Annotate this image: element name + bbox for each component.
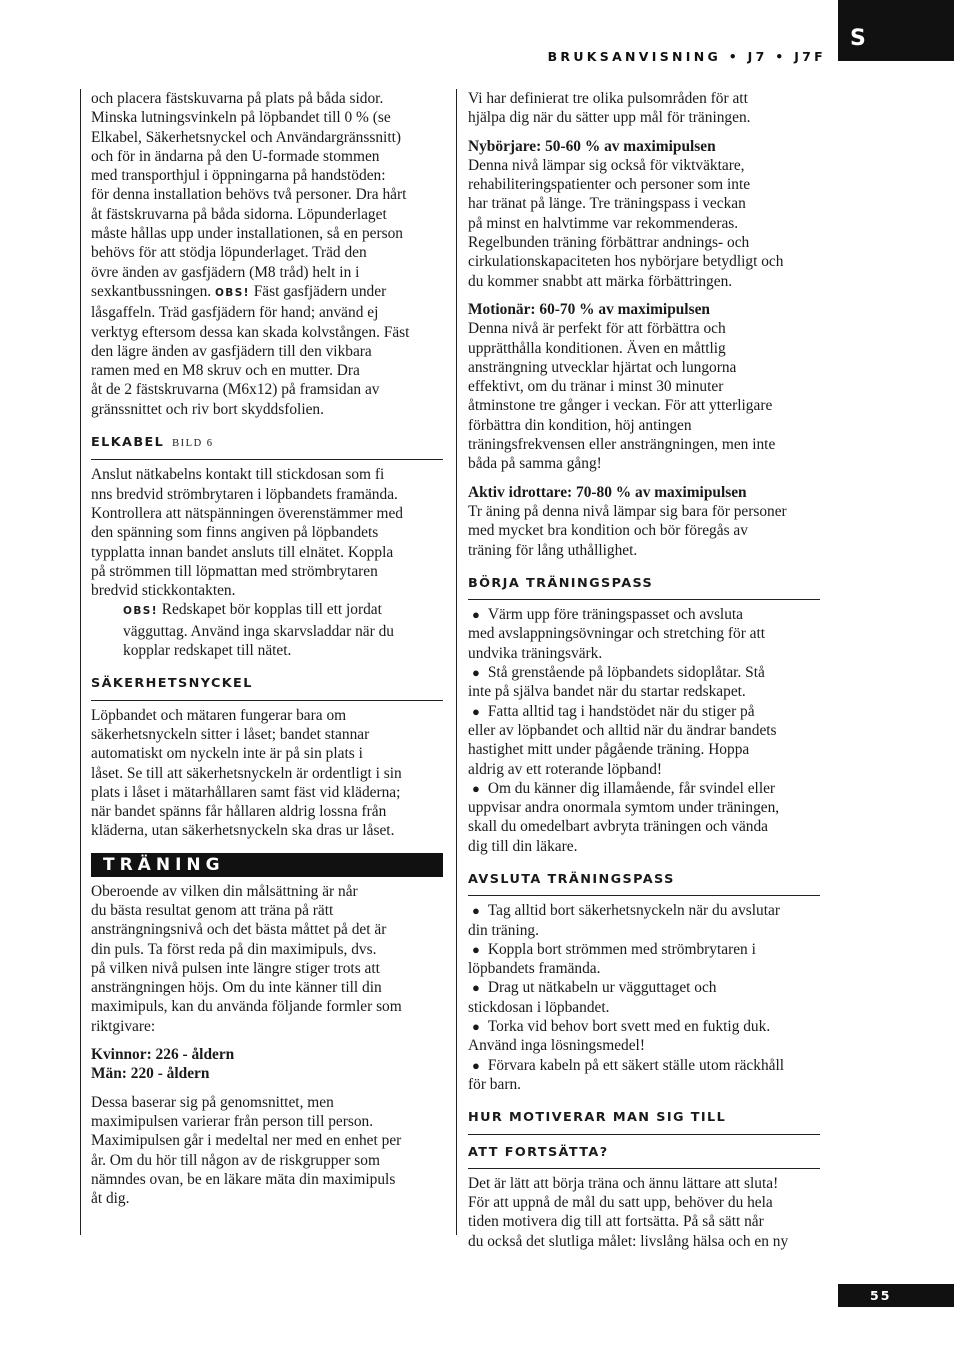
bullet-icon: ● — [472, 903, 480, 919]
elkabel-text: Anslut nätkabelns kontakt till stickdosan som fi nns bredvid strömbrytaren i löpbandets framända. Kontrollera att nätspänningen överenstämmer med den spänning som finns angiven på löpbandets typplatta innan bandet ansluts till elnätet. Koppla på strömmen till löpmattan med strömbrytaren bredvid stickkontakten. — [91, 466, 403, 600]
intro-paragraph: och placera fästskuvarna på plats på båda sidor. Minska lutningsvinkeln på löpbandet till 0 % (se Elkabel, Säkerhetsnyckel och Användargränssnitt) och för in ändarna på den U-formade stommen med transporthjul i öppningarna på handstöden: för denna installation behövs två personer. Dra hårt åt fästskruvarna på båda sidorna. Löpunderlaget måste hållas upp under installationen, så en person behövs för att stödja löpunderlaget. Träd den övre änden av gasfjädern (M8 tråd) helt in i sexkantbussningen. OBS! Fäst gasfjädern under låsgaffeln. Träd gasfjädern för hand; använd ej verktyg eftersom dessa kan skada kolvstången. Fäst den lägre änden av gasfjädern till den vikbara ramen med en M8 skruv och en mutter. Dra åt de 2 fästskruvarna (M6x12) på framsidan av gränssnittet och riv bort skyddsfolien. — [91, 90, 410, 418]
list-item: ● Fatta alltid tag i handstödet när du stiger på eller av löpbandet och alltid när du ändrar bandets hastighet mitt under pågående träning. Hoppa aldrig av ett roterande löpband! — [468, 702, 777, 778]
bullet-icon: ● — [472, 980, 480, 996]
borja-bullet-list — [468, 605, 820, 856]
right-column — [468, 89, 820, 1251]
left-column-rule — [80, 89, 81, 1235]
list-item: ● Värm upp före träningspasset och avsluta med avslappningsövningar och stretching för att undvika träningsvärk. — [468, 606, 766, 662]
zone-text-exerciser: Denna nivå är perfekt för att förbättra och upprätthålla konditionen. Även en måttlig ansträngning utvecklar hjärtat och lungorna effektivt, om du tränar i minst 30 minuter åtminstone tre gånger i veckan. För att ytterligare förbättra din kondition, höj antingen träningsfrekvensen eller ansträngningen, men inte båda på samma gång! — [468, 320, 776, 473]
left-column — [91, 89, 443, 1208]
avsluta-heading: AVSLUTA TRÄNINGSPASS — [468, 867, 820, 896]
traning-text: Oberoende av vilken din målsättning är når du bästa resultat genom att träna på rätt ansträngningsnivå och det bästa måttet på det är din puls. Ta först reda på din maximipuls, dvs. på vilken nivå pulsen inte längre stiger trots att ansträngningen höjs. Om du inte känner till din maximipuls, kan du använda följande formler som riktgivare: — [91, 882, 402, 1035]
bullet-icon: ● — [472, 1057, 480, 1073]
zone-title-exerciser: Motionär: 60-70 % av maximipulsen — [468, 300, 710, 318]
zone-title-beginner: Nybörjare: 50-60 % av maximipulsen — [468, 137, 716, 155]
sakerhetsnyckel-heading: SÄKERHETSNYCKEL — [91, 671, 443, 700]
zone-title-athlete: Aktiv idrottare: 70-80 % av maximipulsen — [468, 483, 747, 501]
sakerhetsnyckel-text: Löpbandet och mätaren fungerar bara om säkerhetsnyckeln sitter i låset; bandet stannar automatiskt om nyckeln inte är på sin plats i låset. Se till att säkerhetsnyckeln är ordentligt i sin plats i låset i mätarhållaren samt fäst vid kläderna; när bandet spänns får hållaren aldrig lossna från kläderna, utan säkerhetsnyckeln ska dras ur låset. — [91, 706, 402, 840]
list-item: ● Drag ut nätkabeln ur vägguttaget och stickdosan i löpbandet. — [468, 979, 717, 1016]
bullet-icon: ● — [472, 780, 480, 796]
traning-closing-text: Dessa baserar sig på genomsnittet, men maximipulsen varierar från person till person. Maximipulsen går i medeltal ner med en enhet per år. Om du hör till någon av de riskgrupper som nämndes ovan, be en läkare mäta din maximipuls åt dig. — [91, 1093, 402, 1208]
page-number: 55 — [838, 1284, 954, 1307]
list-item: ● Förvara kabeln på ett säkert ställe utom räckhåll för barn. — [468, 1056, 785, 1093]
formula-women: Kvinnor: 226 - åldern — [91, 1046, 235, 1064]
bullet-icon: ● — [472, 665, 480, 681]
borja-heading: BÖRJA TRÄNINGSPASS — [468, 571, 820, 600]
elkabel-heading: ELKABEL BILD 6 — [91, 430, 443, 460]
motivation-heading-line2: ATT FORTSÄTTA? — [468, 1140, 820, 1169]
motivation-text: Det är lätt att börja träna och ännu lättare att sluta! För att uppnå de mål du satt upp, behöver du hela tiden motivera dig till att fortsätta. På så sätt når du också det slutliga målet: livslång hälsa och en ny — [468, 1174, 789, 1250]
bullet-icon: ● — [472, 607, 480, 623]
elkabel-obs-note: OBS! Redskapet bör kopplas till ett jordat vägguttag. Använd inga skarvsladdar när du kopplar redskapet till nätet. — [123, 601, 394, 660]
bullet-icon: ● — [472, 1019, 480, 1035]
language-tab: S — [838, 0, 954, 61]
motivation-heading-line1: HUR MOTIVERAR MAN SIG TILL — [468, 1105, 820, 1134]
obs-label: OBS! — [123, 605, 158, 618]
list-item: ● Tag alltid bort säkerhetsnyckeln när du avslutar din träning. — [468, 902, 780, 939]
zone-text-athlete: Tr äning på denna nivå lämpar sig bara för personer med mycket bra kondition och bör föregås av träning för lång uthållighet. — [468, 502, 787, 559]
traning-section-bar: TRÄNING — [91, 853, 443, 877]
list-item: ● Stå grenstående på löpbandets sidoplåtar. Stå inte på själva bandet när du startar redskapet. — [468, 664, 765, 701]
pulse-zones-intro: Vi har definierat tre olika pulsområden för att hjälpa dig när du sätter upp mål för träningen. — [468, 90, 751, 127]
center-column-rule — [456, 89, 457, 1235]
list-item: ● Torka vid behov bort svett med en fuktig duk. Använd inga lösningsmedel! — [468, 1018, 771, 1055]
figure-reference: BILD 6 — [172, 438, 214, 450]
zone-text-beginner: Denna nivå lämpar sig också för viktväktare, rehabiliteringspatienter och personer som inte har tränat på länge. Tre träningspass i veckan på minst en halvtimme var rekommenderas. Regelbunden träning förbättrar andnings- och cirkulationskapaciteten hos nybörjare betydligt och du kommer snabbt att märka förbättringen. — [468, 156, 784, 290]
bullet-icon: ● — [472, 941, 480, 957]
list-item: ● Koppla bort strömmen med strömbrytaren i löpbandets framända. — [468, 940, 756, 978]
obs-label: OBS! — [214, 286, 250, 299]
avsluta-bullet-list — [468, 901, 820, 1094]
bullet-icon: ● — [472, 703, 480, 719]
header-title: BRUKSANVISNING • J7 • J7F — [547, 49, 826, 64]
formula-men: Män: 220 - åldern — [91, 1065, 210, 1083]
list-item: ● Om du känner dig illamående, får svindel eller uppvisar andra onormala symtom under träningen, skall du omedelbart avbryta träningen och vända dig till din läkare. — [468, 779, 780, 855]
